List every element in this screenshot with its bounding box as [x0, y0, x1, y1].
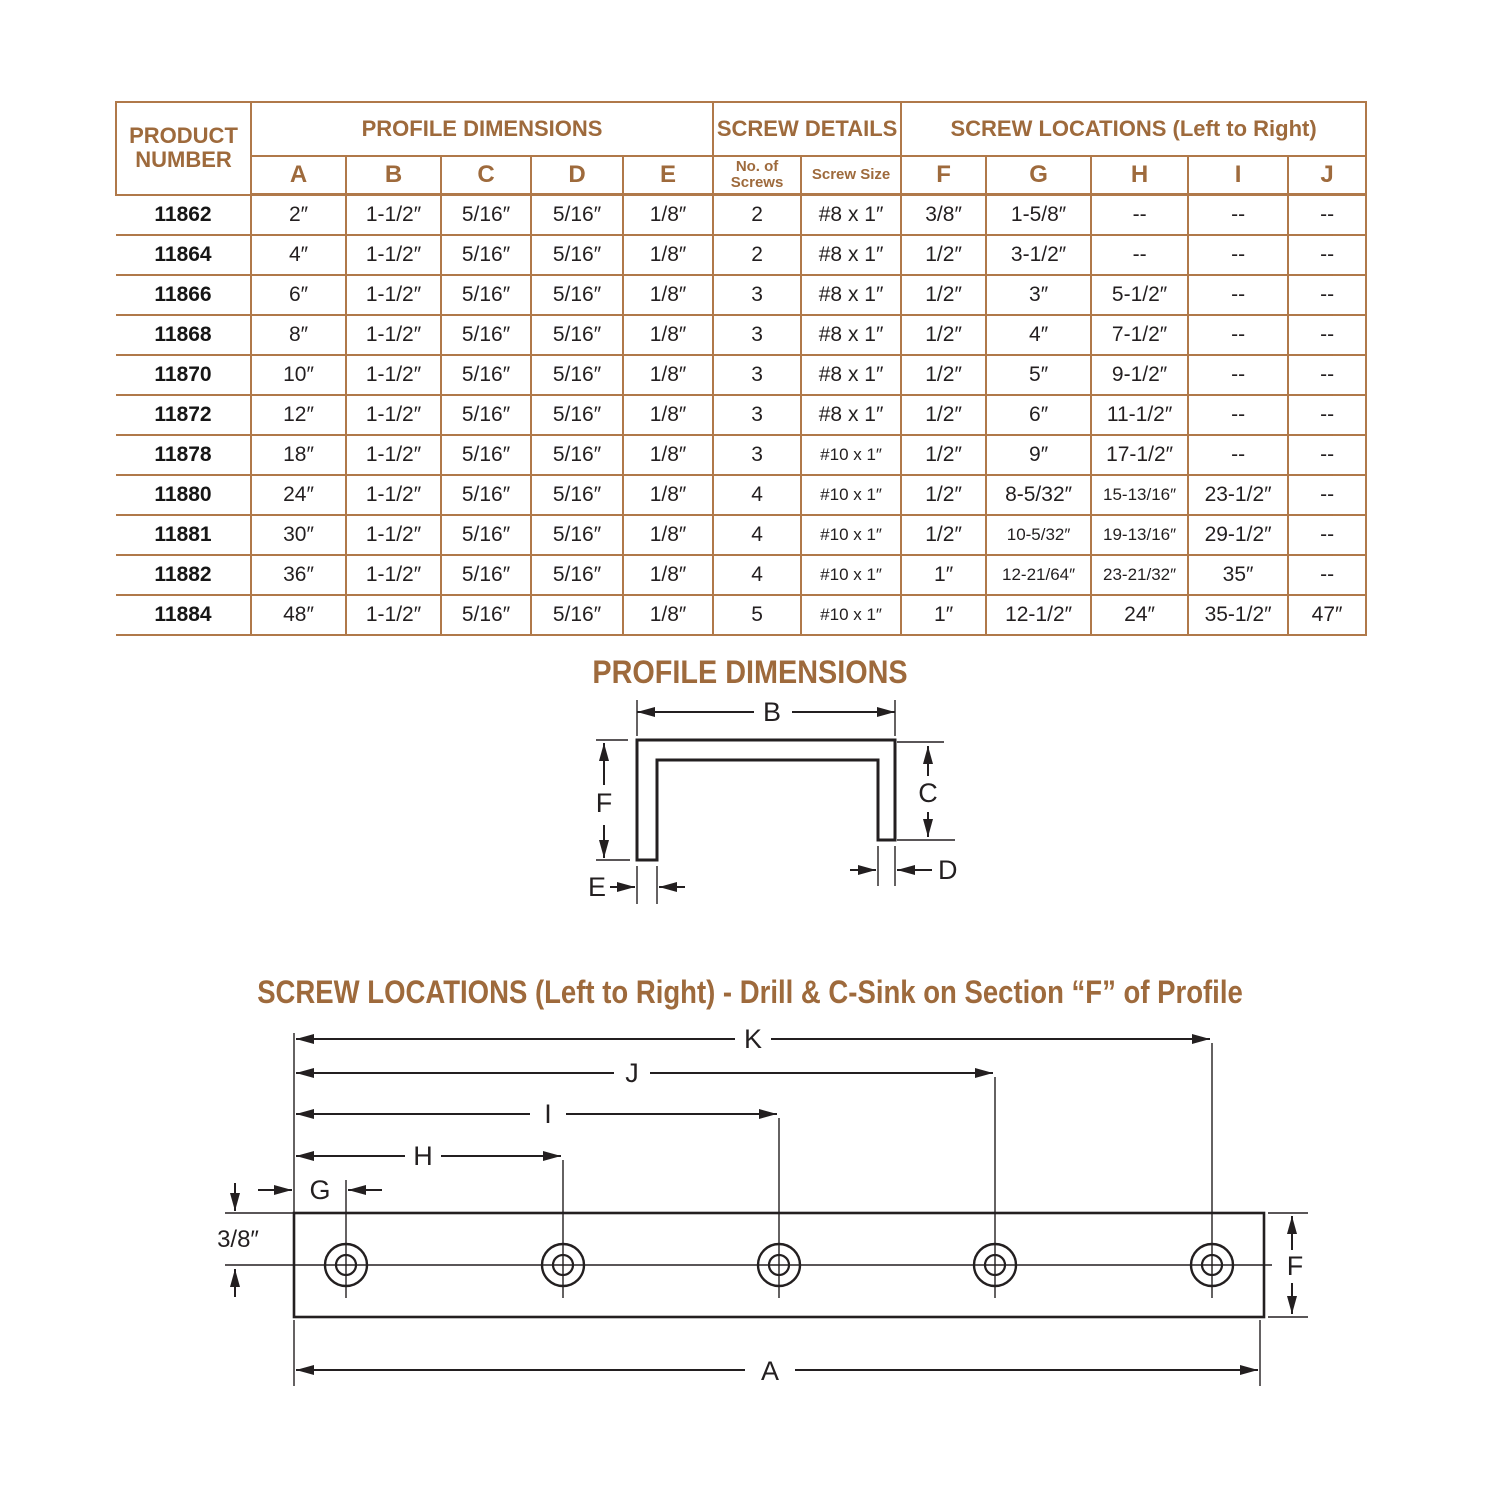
dim-label-f: F — [595, 788, 613, 818]
dim-label-d: D — [938, 855, 958, 885]
product-number-cell: 11862 — [116, 195, 251, 236]
product-number-cell: 11872 — [116, 395, 251, 435]
col-header-e: E — [623, 156, 713, 195]
spec-cell: 2 — [713, 195, 801, 236]
spec-cell: #10 x 1″ — [801, 435, 901, 475]
dimension-e — [588, 866, 685, 904]
channel-profile-outline — [637, 740, 895, 860]
spec-cell: 5/16″ — [441, 195, 531, 236]
spec-cell: -- — [1188, 315, 1288, 355]
spec-cell: 6″ — [251, 275, 346, 315]
col-header-h: H — [1091, 156, 1188, 195]
dimension-a — [294, 1320, 1260, 1386]
spec-cell: 9″ — [986, 435, 1091, 475]
spec-cell: -- — [1188, 435, 1288, 475]
spec-cell: 5 — [713, 595, 801, 635]
spec-cell: 1-1/2″ — [346, 515, 441, 555]
spec-cell: 1/2″ — [901, 395, 986, 435]
dimension-f-bar — [1268, 1213, 1308, 1317]
profile-dimensions-diagram — [540, 690, 1010, 925]
spec-cell: 1/2″ — [901, 515, 986, 555]
dimension-i — [296, 1099, 777, 1129]
screw-locations-diagram — [200, 1020, 1420, 1420]
spec-cell: 5/16″ — [531, 595, 623, 635]
spec-cell: 1-1/2″ — [346, 555, 441, 595]
col-header-g: G — [986, 156, 1091, 195]
spec-cell: 1/8″ — [623, 235, 713, 275]
spec-cell: 1″ — [901, 595, 986, 635]
spec-cell: 1/2″ — [901, 275, 986, 315]
spec-cell: 1-1/2″ — [346, 315, 441, 355]
hole-center-verticals — [346, 1043, 1212, 1298]
spec-cell: 3-1/2″ — [986, 235, 1091, 275]
spec-cell: #10 x 1″ — [801, 515, 901, 555]
spec-cell: 5/16″ — [531, 515, 623, 555]
spec-cell: 1-1/2″ — [346, 235, 441, 275]
dim-label-f-bar: F — [1286, 1251, 1304, 1281]
dimension-k — [296, 1024, 1210, 1054]
col-header-d: D — [531, 156, 623, 195]
spec-table-body — [116, 195, 1366, 636]
spec-cell: 18″ — [251, 435, 346, 475]
spec-cell: 5/16″ — [531, 275, 623, 315]
dimension-f — [596, 740, 630, 860]
spec-cell: 5/16″ — [441, 475, 531, 515]
spec-cell: 1/2″ — [901, 315, 986, 355]
spec-cell: #8 x 1″ — [801, 195, 901, 236]
product-number-cell: 11884 — [116, 595, 251, 635]
spec-cell: #8 x 1″ — [801, 275, 901, 315]
spec-cell: -- — [1188, 195, 1288, 236]
spec-cell: 1-1/2″ — [346, 275, 441, 315]
spec-cell: 35″ — [1188, 555, 1288, 595]
spec-cell: 12-21/64″ — [986, 555, 1091, 595]
spec-cell: 4″ — [986, 315, 1091, 355]
table-row — [116, 195, 1366, 236]
spec-cell: 19-13/16″ — [1091, 515, 1188, 555]
spec-cell: 1/8″ — [623, 315, 713, 355]
spec-cell: 5/16″ — [531, 555, 623, 595]
spec-cell: 9-1/2″ — [1091, 355, 1188, 395]
group-header-screw-locations: SCREW LOCATIONS (Left to Right) — [901, 102, 1366, 156]
spec-cell: 30″ — [251, 515, 346, 555]
spec-cell: 15-13/16″ — [1091, 475, 1188, 515]
spec-cell: 5/16″ — [531, 475, 623, 515]
spec-cell: 1-1/2″ — [346, 395, 441, 435]
spec-cell: 12″ — [251, 395, 346, 435]
spec-cell: 5/16″ — [531, 235, 623, 275]
spec-cell: 3/8″ — [901, 195, 986, 236]
spec-cell: 1/8″ — [623, 275, 713, 315]
spec-cell: 5/16″ — [531, 355, 623, 395]
spec-cell: 4″ — [251, 235, 346, 275]
spec-cell: 1/8″ — [623, 355, 713, 395]
spec-cell: 4 — [713, 515, 801, 555]
spec-cell: -- — [1288, 195, 1366, 236]
spec-cell: 1-5/8″ — [986, 195, 1091, 236]
spec-cell: 29-1/2″ — [1188, 515, 1288, 555]
spec-cell: -- — [1288, 395, 1366, 435]
spec-cell: -- — [1288, 315, 1366, 355]
spec-cell: 6″ — [986, 395, 1091, 435]
spec-cell: 3 — [713, 275, 801, 315]
spec-cell: 24″ — [251, 475, 346, 515]
spec-cell: 11-1/2″ — [1091, 395, 1188, 435]
spec-cell: 5/16″ — [531, 395, 623, 435]
table-row — [116, 275, 1366, 315]
spec-cell: 5/16″ — [441, 515, 531, 555]
spec-cell: 4 — [713, 555, 801, 595]
spec-cell: 1/8″ — [623, 555, 713, 595]
spec-cell: 1-1/2″ — [346, 435, 441, 475]
spec-cell: 48″ — [251, 595, 346, 635]
dimension-h — [296, 1141, 561, 1171]
spec-cell: 23-1/2″ — [1188, 475, 1288, 515]
spec-cell: -- — [1288, 555, 1366, 595]
spec-cell: -- — [1091, 235, 1188, 275]
spec-cell: 10-5/32″ — [986, 515, 1091, 555]
table-group-header-row — [116, 102, 1366, 156]
spec-cell: #8 x 1″ — [801, 235, 901, 275]
spec-cell: 4 — [713, 475, 801, 515]
col-header-j: J — [1288, 156, 1366, 195]
spec-cell: 1/2″ — [901, 435, 986, 475]
spec-cell: 1/8″ — [623, 435, 713, 475]
col-header-b: B — [346, 156, 441, 195]
spec-cell: 1/8″ — [623, 595, 713, 635]
spec-cell: 2″ — [251, 195, 346, 236]
spec-cell: 1/8″ — [623, 515, 713, 555]
spec-cell: -- — [1188, 395, 1288, 435]
spec-cell: -- — [1188, 235, 1288, 275]
spec-cell: 5″ — [986, 355, 1091, 395]
table-row — [116, 315, 1366, 355]
spec-cell: -- — [1288, 275, 1366, 315]
product-number-header: PRODUCT NUMBER — [116, 102, 251, 195]
dimension-j — [296, 1058, 993, 1088]
dim-label-offset: 3/8″ — [217, 1226, 259, 1253]
spec-cell: 12-1/2″ — [986, 595, 1091, 635]
col-header-i: I — [1188, 156, 1288, 195]
spec-cell: -- — [1188, 275, 1288, 315]
product-number-cell: 11878 — [116, 435, 251, 475]
spec-cell: -- — [1188, 355, 1288, 395]
table-row — [116, 595, 1366, 635]
spec-cell: -- — [1288, 435, 1366, 475]
product-number-cell: 11881 — [116, 515, 251, 555]
spec-cell: 2 — [713, 235, 801, 275]
spec-cell: 5/16″ — [441, 315, 531, 355]
spec-cell: 3″ — [986, 275, 1091, 315]
dimension-c — [897, 742, 955, 840]
dim-label-c: C — [918, 778, 938, 808]
col-header-a: A — [251, 156, 346, 195]
spec-cell: 35-1/2″ — [1188, 595, 1288, 635]
table-row — [116, 555, 1366, 595]
product-number-cell: 11864 — [116, 235, 251, 275]
dim-label-b: B — [762, 697, 782, 727]
spec-cell: 1/2″ — [901, 235, 986, 275]
spec-cell: 3 — [713, 315, 801, 355]
spec-cell: 1/2″ — [901, 355, 986, 395]
product-number-cell: 11870 — [116, 355, 251, 395]
dimension-b — [637, 697, 895, 736]
spec-cell: 36″ — [251, 555, 346, 595]
spec-cell: 7-1/2″ — [1091, 315, 1188, 355]
dim-label-e: E — [587, 872, 607, 902]
dim-label-k: K — [743, 1024, 763, 1054]
spec-cell: 1/8″ — [623, 475, 713, 515]
spec-cell: 5/16″ — [441, 275, 531, 315]
table-row — [116, 395, 1366, 435]
spec-cell: 1/8″ — [623, 195, 713, 236]
spec-cell: 5/16″ — [441, 235, 531, 275]
spec-cell: 5/16″ — [441, 595, 531, 635]
table-row — [116, 475, 1366, 515]
spec-cell: #8 x 1″ — [801, 355, 901, 395]
table-column-header-row — [116, 156, 1366, 195]
table-row — [116, 235, 1366, 275]
spec-cell: 5/16″ — [531, 315, 623, 355]
spec-cell: 1-1/2″ — [346, 595, 441, 635]
product-number-cell: 11880 — [116, 475, 251, 515]
col-header-f: F — [901, 156, 986, 195]
spec-cell: #8 x 1″ — [801, 315, 901, 355]
spec-cell: 5-1/2″ — [1091, 275, 1188, 315]
spec-cell: #10 x 1″ — [801, 475, 901, 515]
dim-label-a: A — [760, 1356, 780, 1386]
product-number-cell: 11866 — [116, 275, 251, 315]
spec-cell: -- — [1091, 195, 1188, 236]
spec-cell: -- — [1288, 515, 1366, 555]
spec-cell: 5/16″ — [531, 195, 623, 236]
table-row — [116, 515, 1366, 555]
spec-table — [115, 101, 1367, 636]
dim-label-i: I — [544, 1099, 552, 1129]
spec-cell: -- — [1288, 475, 1366, 515]
spec-cell: 1-1/2″ — [346, 195, 441, 236]
spec-cell: 8″ — [251, 315, 346, 355]
spec-cell: 1-1/2″ — [346, 355, 441, 395]
spec-cell: 1-1/2″ — [346, 475, 441, 515]
spec-cell: 8-5/32″ — [986, 475, 1091, 515]
screw-locations-title: SCREW LOCATIONS (Left to Right) - Drill & C-Sink on Section “F” of Profile — [257, 974, 1243, 1010]
spec-cell: 3 — [713, 395, 801, 435]
spec-cell: #8 x 1″ — [801, 395, 901, 435]
dim-label-j: J — [625, 1058, 639, 1088]
dim-label-h: H — [413, 1141, 433, 1171]
spec-cell: 3 — [713, 355, 801, 395]
spec-cell: 1″ — [901, 555, 986, 595]
col-header-no-of-screws: No. of Screws — [713, 156, 801, 195]
col-header-c: C — [441, 156, 531, 195]
spec-cell: 5/16″ — [441, 555, 531, 595]
col-header-screw-size: Screw Size — [801, 156, 901, 195]
spec-cell: 1/8″ — [623, 395, 713, 435]
spec-cell: -- — [1288, 355, 1366, 395]
dim-label-g: G — [309, 1175, 331, 1205]
spec-cell: 5/16″ — [441, 355, 531, 395]
dimension-g — [258, 1175, 382, 1205]
spec-cell: 3 — [713, 435, 801, 475]
product-number-cell: 11868 — [116, 315, 251, 355]
table-row — [116, 435, 1366, 475]
spec-cell: 5/16″ — [531, 435, 623, 475]
product-number-cell: 11882 — [116, 555, 251, 595]
profile-dimensions-title: PROFILE DIMENSIONS — [592, 654, 908, 690]
spec-cell: 47″ — [1288, 595, 1366, 635]
spec-cell: 5/16″ — [441, 435, 531, 475]
spec-cell: -- — [1288, 235, 1366, 275]
spec-cell: #10 x 1″ — [801, 555, 901, 595]
group-header-screw-details: SCREW DETAILS — [713, 102, 901, 156]
spec-cell: 5/16″ — [441, 395, 531, 435]
dimension-offset-3-8 — [217, 1183, 259, 1297]
group-header-profile-dimensions: PROFILE DIMENSIONS — [251, 102, 713, 156]
spec-cell: 24″ — [1091, 595, 1188, 635]
spec-cell: #10 x 1″ — [801, 595, 901, 635]
table-row — [116, 355, 1366, 395]
spec-cell: 1/2″ — [901, 475, 986, 515]
spec-cell: 17-1/2″ — [1091, 435, 1188, 475]
spec-cell: 23-21/32″ — [1091, 555, 1188, 595]
dimension-d — [850, 846, 958, 886]
spec-cell: 10″ — [251, 355, 346, 395]
